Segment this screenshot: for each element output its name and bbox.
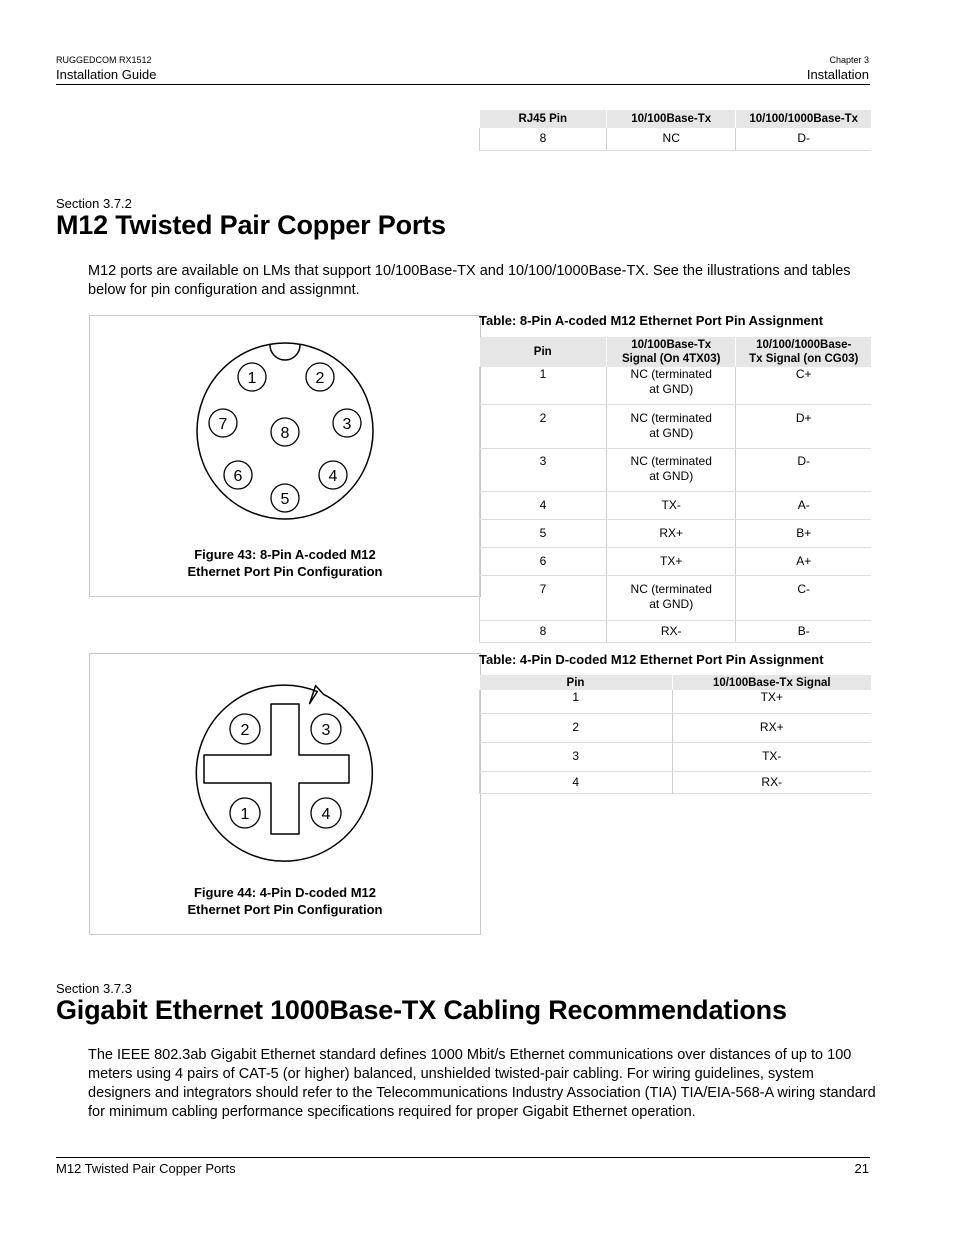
header-chapter: Chapter 3 bbox=[829, 55, 869, 65]
nc-line: NC (terminated bbox=[630, 367, 712, 381]
table-cell: 2 bbox=[480, 404, 607, 448]
nc-line: NC (terminated bbox=[630, 581, 712, 596]
section-label-372: Section 3.7.2 bbox=[56, 196, 132, 211]
svg-text:2: 2 bbox=[315, 370, 325, 387]
table-row bbox=[480, 690, 872, 713]
pin-4 bbox=[311, 798, 341, 828]
table-4pin bbox=[479, 675, 871, 794]
m12-4pin-d-coded-diagram bbox=[90, 654, 480, 884]
header-chapter-title: Installation bbox=[806, 67, 869, 82]
table-row bbox=[480, 519, 872, 547]
table-cell: RX- bbox=[606, 620, 735, 642]
nc-line: NC (terminated bbox=[630, 453, 712, 468]
table-cell: 6 bbox=[480, 547, 607, 575]
table-cell: 3 bbox=[480, 742, 673, 771]
pin-5 bbox=[271, 484, 299, 512]
pin-3 bbox=[333, 409, 361, 437]
table-cell: 2 bbox=[480, 713, 673, 742]
pin-2 bbox=[230, 714, 260, 744]
table-cell: RX+ bbox=[672, 713, 871, 742]
rj45-col-100: 10/100Base-Tx bbox=[606, 110, 735, 128]
rj45-col-1000: 10/100/1000Base-Tx bbox=[736, 110, 871, 128]
nc-line: at GND) bbox=[649, 425, 694, 440]
rj45-pin-table bbox=[479, 110, 871, 151]
table-cell bbox=[606, 367, 735, 404]
svg-text:1: 1 bbox=[240, 806, 250, 823]
header-guide: Installation Guide bbox=[56, 67, 157, 82]
table-cell bbox=[606, 448, 735, 491]
table-cell: RX+ bbox=[606, 519, 735, 547]
table-cell bbox=[606, 575, 735, 620]
table-cell: B- bbox=[736, 620, 871, 642]
table-row bbox=[480, 620, 872, 642]
nc-line: at GND) bbox=[649, 596, 694, 611]
table-row bbox=[480, 404, 872, 448]
svg-text:7: 7 bbox=[218, 416, 228, 433]
table-cell: B+ bbox=[736, 519, 871, 547]
table-cell: TX+ bbox=[672, 690, 871, 713]
table-4pin-title: Table: 4-Pin D-coded M12 Ethernet Port Pin Assignment bbox=[479, 652, 824, 667]
svg-text:4: 4 bbox=[328, 468, 338, 485]
pin-2 bbox=[306, 363, 334, 391]
col-label-line: Signal (On 4TX03) bbox=[622, 353, 721, 365]
table-cell: RX- bbox=[672, 771, 871, 793]
pin-1 bbox=[230, 798, 260, 828]
table-cell: D- bbox=[736, 128, 871, 150]
footer-page-number: 21 bbox=[854, 1161, 869, 1176]
table-cell: 8 bbox=[480, 128, 607, 150]
footer-rule bbox=[56, 1157, 870, 1158]
table-8pin bbox=[479, 337, 871, 643]
figure-43-caption bbox=[90, 546, 480, 580]
section-body-373: The IEEE 802.3ab Gigabit Ethernet standard defines 1000 Mbit/s Ethernet communications over distances of up to 100 meters using 4 pairs of CAT-5 (or higher) balanced, unshielded twisted-pair cabling. For wiring guidelines, system designers and integrators should refer to the Telecommunications Industry Association (TIA) TIA/EIA-568-A wiring standard for minimum cabling performance specifications required for proper Gigabit Ethernet operation. bbox=[88, 1047, 876, 1120]
svg-text:6: 6 bbox=[233, 468, 243, 485]
nc-line: at GND) bbox=[649, 468, 694, 483]
table-row bbox=[480, 128, 872, 150]
table-row bbox=[480, 491, 872, 519]
table-cell: A- bbox=[736, 491, 871, 519]
col-pin: Pin bbox=[480, 675, 673, 690]
figure-44-box bbox=[89, 653, 481, 935]
svg-text:8: 8 bbox=[280, 425, 290, 442]
col-10-100 bbox=[606, 337, 735, 367]
col-label-line: 10/100/1000Base- bbox=[756, 339, 852, 351]
table-cell: D- bbox=[736, 448, 871, 491]
table-cell: NC bbox=[606, 128, 735, 150]
header-rule bbox=[56, 84, 870, 85]
m12-8pin-a-coded-diagram bbox=[90, 316, 480, 546]
table-row bbox=[480, 771, 872, 793]
footer-section-name: M12 Twisted Pair Copper Ports bbox=[56, 1161, 236, 1176]
table-row bbox=[480, 713, 872, 742]
header-product: RUGGEDCOM RX1512 bbox=[56, 55, 152, 65]
svg-text:3: 3 bbox=[321, 722, 331, 739]
table-cell: C+ bbox=[736, 367, 871, 404]
svg-text:3: 3 bbox=[342, 416, 352, 433]
table-cell: TX- bbox=[606, 491, 735, 519]
col-label-line: Tx Signal (on CG03) bbox=[749, 353, 859, 365]
table-row bbox=[480, 547, 872, 575]
table-cell: 5 bbox=[480, 519, 607, 547]
nc-line: at GND) bbox=[649, 382, 694, 396]
table-cell: 8 bbox=[480, 620, 607, 642]
pin-6 bbox=[224, 461, 252, 489]
section-label-373: Section 3.7.3 bbox=[56, 981, 132, 996]
svg-text:5: 5 bbox=[280, 491, 290, 508]
figure-43-box bbox=[89, 315, 481, 597]
table-cell: D+ bbox=[736, 404, 871, 448]
caption-line: Ethernet Port Pin Configuration bbox=[187, 564, 383, 579]
table-cell: 3 bbox=[480, 448, 607, 491]
table-cell: 7 bbox=[480, 575, 607, 620]
pin-7 bbox=[209, 409, 237, 437]
section-title-373: Gigabit Ethernet 1000Base-TX Cabling Recommendations bbox=[56, 995, 787, 1025]
pin-3 bbox=[311, 714, 341, 744]
caption-line: Figure 43: 8-Pin A-coded M12 bbox=[194, 547, 376, 562]
table-cell: 4 bbox=[480, 771, 673, 793]
figure-44-caption bbox=[90, 884, 480, 918]
table-cell: 1 bbox=[480, 690, 673, 713]
caption-line: Figure 44: 4-Pin D-coded M12 bbox=[193, 885, 377, 900]
svg-text:4: 4 bbox=[321, 806, 331, 823]
section-title-372: M12 Twisted Pair Copper Ports bbox=[56, 210, 446, 240]
col-signal: 10/100Base-Tx Signal bbox=[672, 675, 871, 690]
table-row bbox=[480, 742, 872, 771]
table-8pin-title: Table: 8-Pin A-coded M12 Ethernet Port Pin Assignment bbox=[479, 313, 824, 328]
rj45-col-pin: RJ45 Pin bbox=[480, 110, 607, 128]
pin-4 bbox=[319, 461, 347, 489]
pin-8 bbox=[271, 418, 299, 446]
svg-text:2: 2 bbox=[240, 722, 250, 739]
nc-line: NC (terminated bbox=[630, 410, 712, 425]
table-cell bbox=[606, 404, 735, 448]
pin-1 bbox=[238, 363, 266, 391]
table-cell: 1 bbox=[480, 367, 607, 404]
col-label-line: 10/100Base-Tx bbox=[631, 339, 712, 351]
svg-text:1: 1 bbox=[247, 370, 257, 387]
section-intro-372: M12 ports are available on LMs that support 10/100Base-TX and 10/100/1000Base-TX. See the illustrations and tables below for pin configuration and assignmnt. bbox=[88, 263, 851, 298]
table-cell: TX- bbox=[672, 742, 871, 771]
col-pin: Pin bbox=[480, 337, 607, 367]
table-cell: C- bbox=[736, 575, 871, 620]
col-10-100-1000 bbox=[736, 337, 871, 367]
table-cell: A+ bbox=[736, 547, 871, 575]
table-row bbox=[480, 448, 872, 491]
caption-line: Ethernet Port Pin Configuration bbox=[187, 902, 383, 917]
table-row bbox=[480, 367, 872, 404]
table-cell: TX+ bbox=[606, 547, 735, 575]
table-row bbox=[480, 575, 872, 620]
table-cell: 4 bbox=[480, 491, 607, 519]
